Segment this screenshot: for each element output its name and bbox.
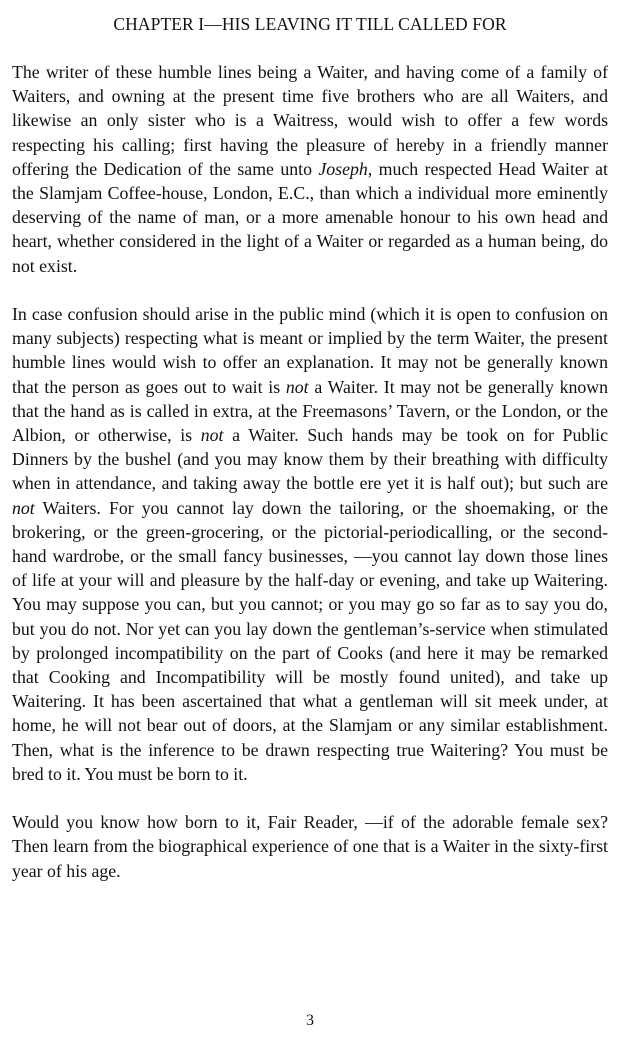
paragraph-3: [12, 810, 608, 883]
paragraph-1-emphasis-joseph: Joseph: [318, 158, 368, 179]
paragraph-2: [12, 302, 608, 786]
paragraph-2-emphasis-1: not: [285, 376, 309, 397]
paragraph-1: [12, 60, 608, 278]
paragraph-3-text: Would you know how born to it, Fair Reader, —if of the adorable female sex? Then learn from the biographical experience of one that is a Waiter in the sixty-first year of his age.: [12, 812, 608, 881]
paragraph-2-emphasis-2: not: [200, 425, 224, 446]
page-number: 3: [306, 1012, 314, 1029]
paragraph-2-text-d: Waiters. For you cannot lay down the tailoring, or the shoemaking, or the brokering, or the green-grocering, or the pictorial-periodicalling, or the second-hand wardrobe, or the small fancy businesses, —you cannot lay down those lines of life at your will and pleasure by the half-day or evening, and take up Waitering. You may suppose you can, but you cannot; or you may go so far as to say you do, but you do not. Nor yet can you lay down the gentleman’s-service when stimulated by prolonged incompatibility on the part of Cooks (and here it may be remarked that Cooking and Incompatibility will be mostly found united), and take up Waitering. It has been ascertained that what a gentleman will sit meek under, at home, he will not bear out of doors, at the Slamjam or any similar establishment. Then, what is the inference to be drawn respecting true Waitering? You must be bred to it. You must be born to it.: [12, 497, 608, 784]
paragraph-2-text-b: a Waiter. It may not be generally known that the hand as is called in extra, at the Freemasons’ Tavern, or the London, or the Albion, or otherwise, is: [12, 376, 608, 446]
paragraph-2-text-a: In case confusion should arise in the public mind (which it is open to confusion on many subjects) respecting what is meant or implied by the term Waiter, the present humble lines would wish to offer an explanation. It may not be generally known that the person as goes out to wait is: [12, 304, 608, 397]
paragraph-1-text-b: , much respected Head Waiter at the Slamjam Coffee-house, London, E.C., than which a individual more eminently deserving of the name of man, or a more amenable honour to his own head and heart, whether considered in the light of a Waiter or regarded as a human being, do not exist.: [12, 158, 608, 276]
paragraph-1-text-a: The writer of these humble lines being a Waiter, and having come of a family of Waiters, and owning at the present time five brothers who are all Waiters, and likewise an only sister who is a Waitress, would wish to offer a few words respecting his calling; first having the pleasure of hereby in a friendly manner offering the Dedication of the same unto: [12, 62, 608, 179]
chapter-body: [12, 60, 608, 907]
paragraph-2-text-c: a Waiter. Such hands may be took on for Public Dinners by the bushel (and you may know them by their breathing with difficulty when in attendance, and taking away the bottle ere yet it is half out); but such are: [12, 425, 608, 494]
chapter-title: CHAPTER I—HIS LEAVING IT TILL CALLED FOR: [113, 14, 507, 34]
paragraph-2-emphasis-3: not: [12, 497, 35, 518]
